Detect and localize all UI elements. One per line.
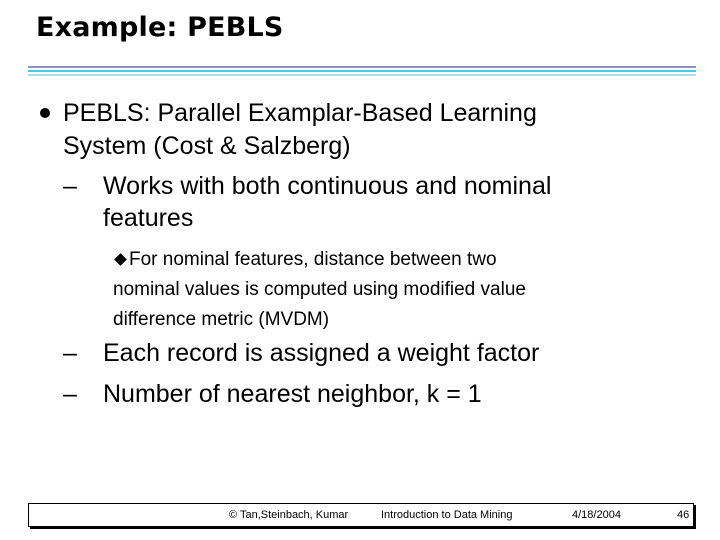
diamond-bullet-icon xyxy=(114,253,127,266)
sub-bullet-text: Each record is assigned a weight factor xyxy=(103,339,540,367)
detail-bullet-mvdm xyxy=(113,245,673,335)
sub-bullet-weight-factor xyxy=(63,337,663,369)
footer-authors: © Tan,Steinbach, Kumar xyxy=(229,509,349,521)
footer-page-number: 46 xyxy=(677,509,690,521)
detail-bullet-line: nominal values is computed using modified value xyxy=(113,279,526,300)
detail-bullet-line xyxy=(113,245,673,275)
main-bullet-text xyxy=(63,97,640,163)
dash-marker: – xyxy=(63,380,77,408)
slide-footer xyxy=(28,503,694,527)
footer-course: Introduction to Data Mining xyxy=(381,509,513,521)
dash-marker: – xyxy=(63,172,77,200)
title-divider xyxy=(28,66,696,77)
main-bullet-line: System (Cost & Salzberg) xyxy=(63,132,351,160)
sub-bullet-nearest-neighbor xyxy=(63,378,663,410)
dash-marker: – xyxy=(63,339,77,367)
divider-line-top xyxy=(28,66,696,68)
main-bullet-line: PEBLS: Parallel Examplar-Based Learning xyxy=(63,99,537,127)
main-bullet xyxy=(40,97,640,163)
footer-date: 4/18/2004 xyxy=(572,509,621,521)
slide-title: Example: PEBLS xyxy=(36,12,284,43)
sub-bullet-text: Number of nearest neighbor, k = 1 xyxy=(103,380,482,408)
sub-bullet-continuous-nominal xyxy=(63,170,663,234)
sub-bullet-line: Works with both continuous and nominal xyxy=(103,172,552,200)
sub-bullet-text xyxy=(103,170,663,234)
detail-bullet-lead: For nominal features, distance between two xyxy=(129,249,497,270)
detail-bullet-line: difference metric (MVDM) xyxy=(113,309,330,330)
bullet-dot-icon xyxy=(40,108,50,118)
divider-line-bottom xyxy=(28,74,696,76)
divider-line-middle xyxy=(28,70,696,72)
sub-bullet-line: features xyxy=(103,204,194,232)
